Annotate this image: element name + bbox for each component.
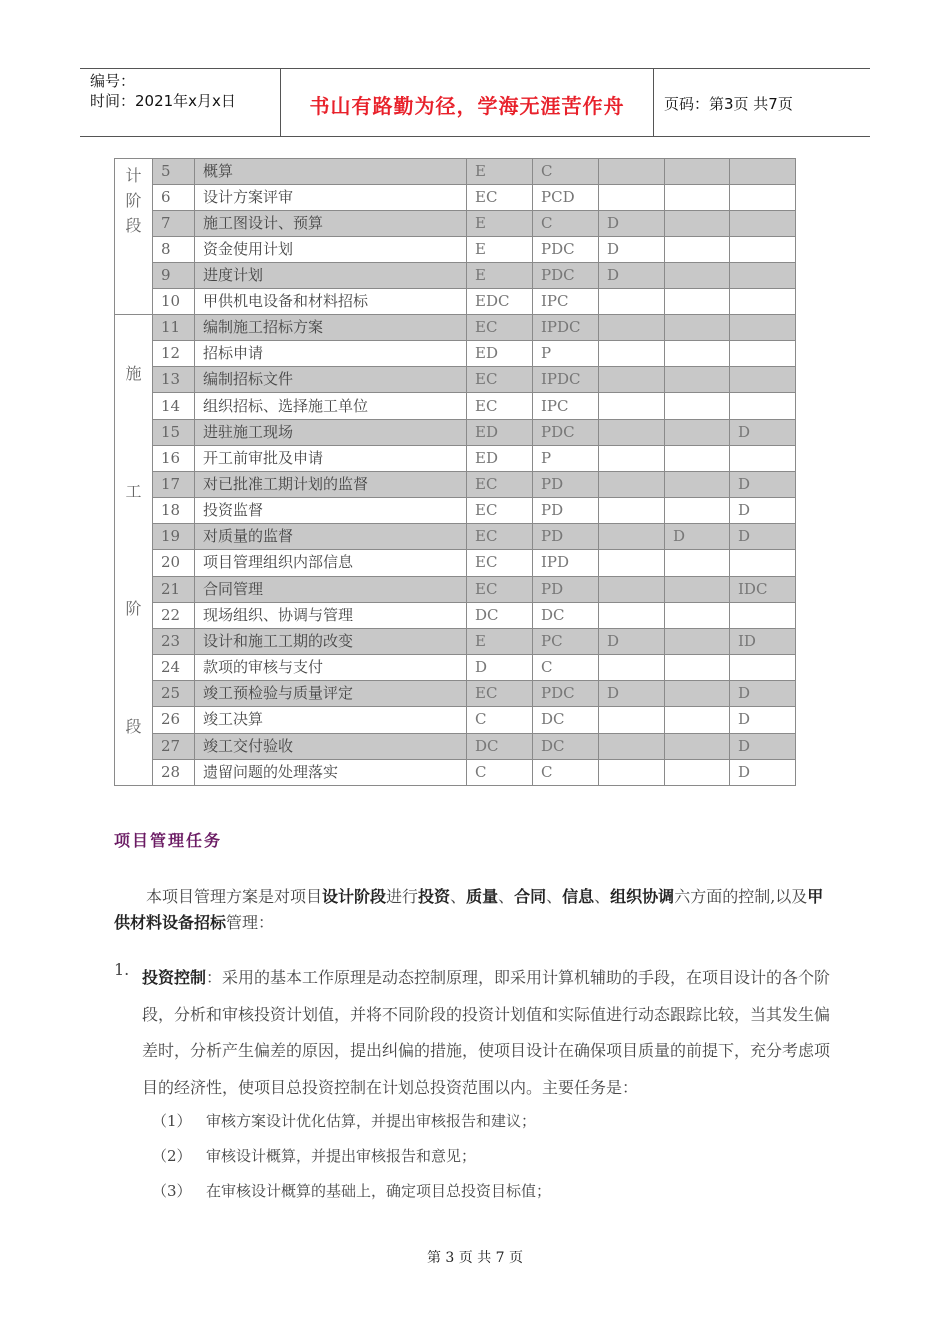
role-cell — [599, 159, 665, 185]
role-cell — [665, 655, 730, 681]
sub-item-text: 审核设计概算，并提出审核报告和意见； — [206, 1147, 477, 1165]
phase-cell-construction — [115, 315, 153, 786]
intro-text: 六方面的控制,以及 — [674, 887, 808, 906]
task-name: 概算 — [195, 159, 467, 185]
task-name: 设计方案评审 — [195, 185, 467, 211]
role-cell: PDC — [533, 681, 599, 707]
role-cell: EC — [467, 393, 533, 419]
role-cell: PCD — [533, 185, 599, 211]
table-row — [115, 524, 796, 550]
role-cell — [599, 576, 665, 602]
task-name: 招标申请 — [195, 341, 467, 367]
role-cell: C — [467, 707, 533, 733]
task-name: 施工图设计、预算 — [195, 211, 467, 237]
role-cell: C — [533, 759, 599, 785]
task-name: 现场组织、协调与管理 — [195, 602, 467, 628]
role-cell — [599, 602, 665, 628]
intro-emphasis: 信息 — [562, 887, 595, 906]
role-cell: D — [730, 707, 796, 733]
section-title: 项目管理任务 — [114, 831, 223, 850]
role-cell: EC — [467, 681, 533, 707]
phase-char: 阶 — [125, 190, 142, 210]
task-name: 对质量的监督 — [195, 524, 467, 550]
role-cell — [730, 655, 796, 681]
role-cell: IDC — [730, 576, 796, 602]
role-cell: C — [533, 655, 599, 681]
row-number: 10 — [153, 289, 195, 315]
date-label: 时间：2021年x月x日 — [90, 92, 236, 110]
role-cell — [665, 707, 730, 733]
header-info — [80, 69, 281, 136]
role-cell — [730, 237, 796, 263]
role-cell: EC — [467, 498, 533, 524]
role-cell — [665, 393, 730, 419]
intro-text: 本项目管理方案是对项目 — [146, 887, 323, 906]
table-row — [115, 498, 796, 524]
sub-item-marker: （1） — [152, 1112, 192, 1130]
row-number: 26 — [153, 707, 195, 733]
role-cell: C — [533, 211, 599, 237]
role-cell — [665, 419, 730, 445]
row-number: 21 — [153, 576, 195, 602]
row-number: 19 — [153, 524, 195, 550]
role-cell — [599, 733, 665, 759]
role-cell — [599, 498, 665, 524]
row-number: 27 — [153, 733, 195, 759]
page-footer: 第 3 页 共 7 页 — [426, 1250, 524, 1266]
task-name: 进度计划 — [195, 263, 467, 289]
role-cell: EC — [467, 185, 533, 211]
role-cell — [665, 315, 730, 341]
role-cell: EC — [467, 524, 533, 550]
role-cell: ED — [467, 341, 533, 367]
intro-emphasis: 合同 — [514, 887, 547, 906]
row-number: 16 — [153, 445, 195, 471]
header-motto-cell — [281, 69, 654, 136]
role-cell: D — [730, 471, 796, 497]
row-number: 15 — [153, 419, 195, 445]
table-row — [115, 733, 796, 759]
list-item-investment-control — [114, 960, 838, 1106]
table-row — [115, 576, 796, 602]
role-cell — [730, 445, 796, 471]
table-row — [115, 211, 796, 237]
responsibility-table — [114, 158, 796, 786]
item-heading: 投资控制 — [142, 968, 207, 987]
role-cell: EC — [467, 315, 533, 341]
table-row — [115, 628, 796, 654]
row-number: 22 — [153, 602, 195, 628]
role-cell: D — [730, 681, 796, 707]
table-row — [115, 759, 796, 785]
role-cell — [730, 393, 796, 419]
role-cell — [730, 315, 796, 341]
intro-text: 、 — [546, 887, 563, 906]
task-name: 项目管理组织内部信息 — [195, 550, 467, 576]
role-cell: DC — [533, 733, 599, 759]
role-cell: D — [730, 524, 796, 550]
role-cell: IPDC — [533, 315, 599, 341]
role-cell: P — [533, 341, 599, 367]
row-number: 24 — [153, 655, 195, 681]
role-cell: C — [533, 159, 599, 185]
number-label: 编号： — [90, 72, 136, 90]
role-cell: C — [467, 759, 533, 785]
intro-emphasis: 设计阶段 — [322, 887, 387, 906]
page-label: 页码：第3页 共7页 — [664, 95, 793, 113]
phase-char: 工 — [125, 481, 142, 501]
role-cell — [665, 367, 730, 393]
task-name: 编制施工招标方案 — [195, 315, 467, 341]
role-cell: E — [467, 628, 533, 654]
role-cell: PD — [533, 524, 599, 550]
role-cell — [599, 445, 665, 471]
role-cell — [665, 733, 730, 759]
table-row — [115, 263, 796, 289]
role-cell: D — [730, 498, 796, 524]
role-cell: EC — [467, 471, 533, 497]
role-cell — [665, 211, 730, 237]
sub-item — [152, 1145, 476, 1166]
document-header — [80, 68, 870, 137]
role-cell — [599, 524, 665, 550]
role-cell: EC — [467, 550, 533, 576]
role-cell: D — [599, 628, 665, 654]
role-cell — [599, 315, 665, 341]
role-cell — [665, 681, 730, 707]
role-cell: EC — [467, 576, 533, 602]
row-number: 13 — [153, 367, 195, 393]
intro-emphasis: 投资 — [418, 887, 451, 906]
role-cell — [599, 367, 665, 393]
role-cell — [730, 211, 796, 237]
role-cell — [599, 759, 665, 785]
role-cell — [665, 628, 730, 654]
role-cell — [599, 185, 665, 211]
sub-item — [152, 1110, 536, 1131]
task-name: 竣工预检验与质量评定 — [195, 681, 467, 707]
table-row — [115, 655, 796, 681]
row-number: 25 — [153, 681, 195, 707]
row-number: 11 — [153, 315, 195, 341]
role-cell — [599, 341, 665, 367]
row-number: 6 — [153, 185, 195, 211]
role-cell: PC — [533, 628, 599, 654]
role-cell: E — [467, 263, 533, 289]
role-cell: IPD — [533, 550, 599, 576]
role-cell — [665, 550, 730, 576]
role-cell — [599, 419, 665, 445]
role-cell: PDC — [533, 419, 599, 445]
role-cell — [599, 707, 665, 733]
role-cell — [730, 263, 796, 289]
table-row — [115, 159, 796, 185]
intro-text: 进行 — [386, 887, 419, 906]
task-name: 开工前审批及申请 — [195, 445, 467, 471]
sub-item-text: 在审核设计概算的基础上，确定项目总投资目标值； — [206, 1182, 552, 1200]
role-cell — [665, 159, 730, 185]
role-cell — [730, 602, 796, 628]
task-name: 进驻施工现场 — [195, 419, 467, 445]
item-text: ：采用的基本工作原理是动态控制原理，即采用计算机辅助的手段，在项目设计的各个阶段，分析和审核投资计划值，并将不同阶段的投资计划值和实际值进行动态跟踪比较，当其发生偏差时，分析产生偏差的原因，提出纠偏的措施，使项目设计在确保项目质量的前提下，充分考虑项目的经济性，使项目总投资控制在计划总投资范围以内。主要任务是： — [142, 968, 831, 1097]
task-name: 竣工决算 — [195, 707, 467, 733]
role-cell — [665, 263, 730, 289]
task-name: 合同管理 — [195, 576, 467, 602]
role-cell: E — [467, 211, 533, 237]
role-cell: EDC — [467, 289, 533, 315]
table-row — [115, 367, 796, 393]
row-number: 12 — [153, 341, 195, 367]
role-cell — [599, 655, 665, 681]
role-cell: D — [599, 263, 665, 289]
role-cell: PD — [533, 498, 599, 524]
table-row — [115, 681, 796, 707]
role-cell: D — [730, 759, 796, 785]
sub-item-marker: （2） — [152, 1147, 192, 1165]
role-cell — [730, 159, 796, 185]
intro-text: 管理： — [226, 913, 275, 932]
row-number: 8 — [153, 237, 195, 263]
row-number: 18 — [153, 498, 195, 524]
table-row — [115, 237, 796, 263]
task-name: 组织招标、选择施工单位 — [195, 393, 467, 419]
row-number: 14 — [153, 393, 195, 419]
intro-text: 、 — [498, 887, 515, 906]
intro-text: 、 — [450, 887, 467, 906]
table-row — [115, 185, 796, 211]
role-cell — [665, 237, 730, 263]
role-cell: E — [467, 159, 533, 185]
role-cell — [730, 185, 796, 211]
role-cell: DC — [467, 602, 533, 628]
role-cell: DC — [533, 602, 599, 628]
intro-text: 、 — [594, 887, 611, 906]
role-cell: DC — [533, 707, 599, 733]
role-cell: P — [533, 445, 599, 471]
task-name: 遗留问题的处理落实 — [195, 759, 467, 785]
task-name: 设计和施工工期的改变 — [195, 628, 467, 654]
task-name: 编制招标文件 — [195, 367, 467, 393]
task-name: 对已批准工期计划的监督 — [195, 471, 467, 497]
row-number: 20 — [153, 550, 195, 576]
table-row — [115, 393, 796, 419]
table-row — [115, 471, 796, 497]
role-cell: PDC — [533, 263, 599, 289]
task-name: 竣工交付验收 — [195, 733, 467, 759]
intro-emphasis: 甲供材料设备招标 — [114, 887, 824, 932]
role-cell — [665, 759, 730, 785]
role-cell: DC — [467, 733, 533, 759]
role-cell: EC — [467, 367, 533, 393]
task-name: 投资监督 — [195, 498, 467, 524]
intro-emphasis: 质量 — [466, 887, 499, 906]
table-row — [115, 602, 796, 628]
role-cell: IPC — [533, 393, 599, 419]
phase-char: 段 — [125, 716, 142, 736]
table-row — [115, 289, 796, 315]
phase-cell-design — [115, 159, 153, 315]
row-number: 5 — [153, 159, 195, 185]
task-name: 款项的审核与支付 — [195, 655, 467, 681]
role-cell: D — [665, 524, 730, 550]
role-cell — [665, 341, 730, 367]
task-name: 甲供机电设备和材料招标 — [195, 289, 467, 315]
table-row — [115, 315, 796, 341]
sub-item-text: 审核方案设计优化估算，并提出审核报告和建议； — [206, 1112, 537, 1130]
role-cell: ED — [467, 419, 533, 445]
role-cell: D — [599, 681, 665, 707]
list-marker: 1. — [114, 960, 130, 979]
role-cell: D — [599, 237, 665, 263]
phase-char: 计 — [125, 165, 142, 185]
row-number: 23 — [153, 628, 195, 654]
role-cell: IPC — [533, 289, 599, 315]
role-cell — [730, 289, 796, 315]
sub-item-marker: （3） — [152, 1182, 192, 1200]
role-cell: IPDC — [533, 367, 599, 393]
role-cell — [730, 367, 796, 393]
role-cell — [599, 393, 665, 419]
row-number: 7 — [153, 211, 195, 237]
role-cell — [599, 471, 665, 497]
table-row — [115, 550, 796, 576]
role-cell — [665, 185, 730, 211]
phase-char: 段 — [125, 215, 142, 235]
role-cell: ED — [467, 445, 533, 471]
role-cell: D — [467, 655, 533, 681]
row-number: 9 — [153, 263, 195, 289]
phase-char: 施 — [125, 364, 142, 384]
role-cell: PD — [533, 576, 599, 602]
role-cell: D — [730, 733, 796, 759]
role-cell — [730, 550, 796, 576]
intro-emphasis: 组织协调 — [610, 887, 675, 906]
table-row — [115, 445, 796, 471]
sub-item — [152, 1180, 551, 1201]
role-cell: D — [599, 211, 665, 237]
role-cell — [665, 445, 730, 471]
phase-char: 阶 — [125, 599, 142, 619]
role-cell: E — [467, 237, 533, 263]
role-cell — [665, 602, 730, 628]
row-number: 17 — [153, 471, 195, 497]
row-number: 28 — [153, 759, 195, 785]
role-cell — [665, 576, 730, 602]
intro-paragraph — [114, 884, 838, 936]
role-cell — [665, 471, 730, 497]
task-name: 资金使用计划 — [195, 237, 467, 263]
role-cell: PDC — [533, 237, 599, 263]
role-cell: ID — [730, 628, 796, 654]
table-row — [115, 419, 796, 445]
role-cell: D — [730, 419, 796, 445]
role-cell — [665, 289, 730, 315]
role-cell — [730, 341, 796, 367]
role-cell: PD — [533, 471, 599, 497]
role-cell — [665, 498, 730, 524]
table-row — [115, 341, 796, 367]
role-cell — [599, 550, 665, 576]
role-cell — [599, 289, 665, 315]
header-motto: 书山有路勤为径，学海无涯苦作舟 — [309, 94, 625, 118]
table-row — [115, 707, 796, 733]
